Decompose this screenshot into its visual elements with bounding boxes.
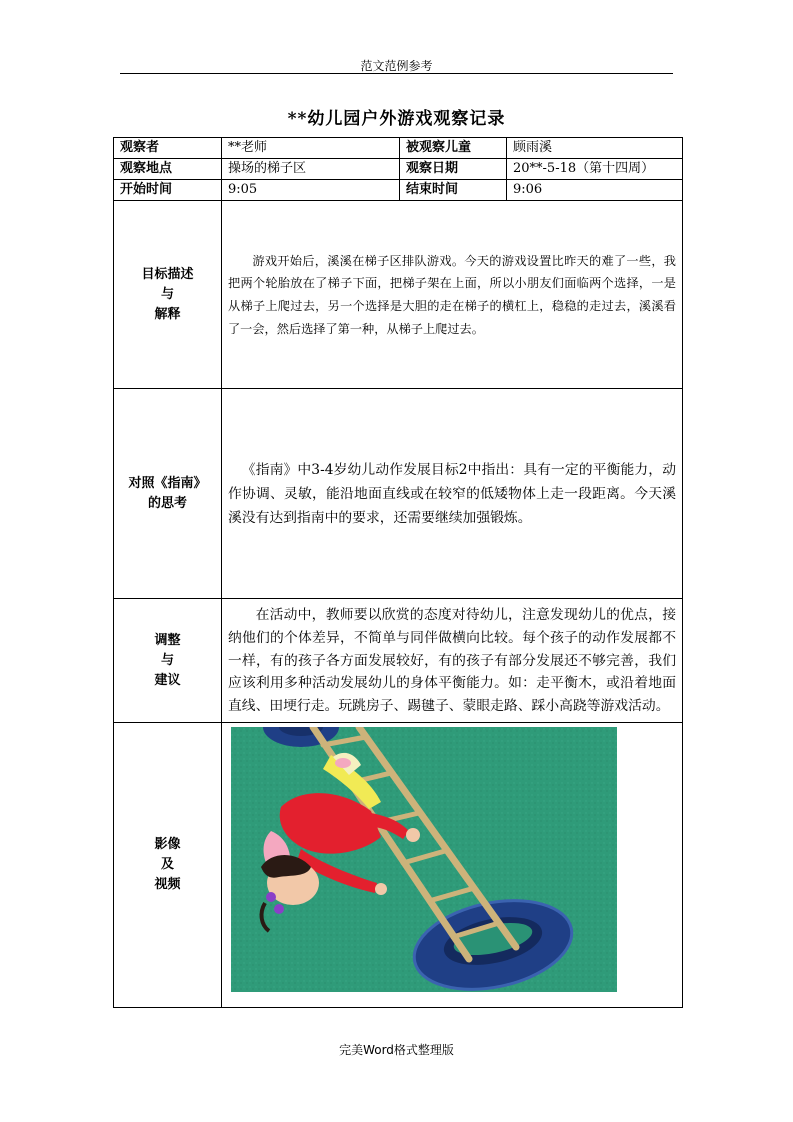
row-place <box>114 159 683 180</box>
row-adjust <box>114 599 683 723</box>
observer-label: 观察者 <box>114 138 222 159</box>
observer-value: **老师 <box>222 138 400 159</box>
place-value: 操场的梯子区 <box>222 159 400 180</box>
observation-table <box>113 137 683 1008</box>
end-value: 9:06 <box>507 180 683 201</box>
page-footer: 完美Word格式整理版 <box>339 1043 454 1057</box>
row-time <box>114 180 683 201</box>
media-cell <box>222 723 683 1008</box>
goal-section-label <box>114 201 222 389</box>
goal-text: 游戏开始后，溪溪在梯子区排队游戏。今天的游戏设置比昨天的难了一些，我把两个轮胎放在了梯子下面，把梯子架在上面，所以小朋友们面临两个选择，一是从梯子上爬过去，另一个选择是大胆的走在梯子的横杠上，稳稳的走过去，溪溪看了一会，然后选择了第一种，从梯子上爬过去。 <box>228 253 676 336</box>
guide-text-cell <box>222 389 683 599</box>
adjust-section-label <box>114 599 222 723</box>
child-ladder-photo <box>231 727 617 992</box>
media-label-line2: 及 <box>160 857 174 872</box>
goal-label-line2: 与 <box>160 286 174 302</box>
child-value: 顾雨溪 <box>507 138 683 159</box>
adjust-text: 在活动中，教师要以欣赏的态度对待幼儿，注意发现幼儿的优点，接纳他们的个体差异，不简单与同伴做横向比较。每个孩子的动作发展都不一样，有的孩子各方面发展较好，有的孩子有部分发展还不够完善，我们应该利用多种活动发展幼儿的身体平衡能力。如：走平衡木，或沿着地面直线、田埂行走。玩跳房子、踢毽子、蒙眼走路、踩小高跷等游戏活动。 <box>228 607 676 715</box>
guide-section-label <box>114 389 222 599</box>
media-label-line3: 视频 <box>154 877 181 892</box>
row-media <box>114 723 683 1008</box>
goal-text-cell <box>222 201 683 389</box>
photo-illustration <box>231 727 617 992</box>
child-label: 被观察儿童 <box>400 138 507 159</box>
guide-label-line2: 的思考 <box>147 495 187 511</box>
page-header: 范文范例参考 <box>360 59 433 73</box>
adjust-label-line1: 调整 <box>154 632 181 648</box>
header-rule <box>120 73 673 74</box>
document-title: **幼儿园户外游戏观察记录 <box>287 109 506 129</box>
guide-label-line1: 对照《指南》 <box>128 475 207 491</box>
media-label-line1: 影像 <box>154 837 181 852</box>
adjust-text-cell <box>222 599 683 723</box>
goal-label-line1: 目标描述 <box>141 266 194 282</box>
end-label: 结束时间 <box>400 180 507 201</box>
start-value: 9:05 <box>222 180 400 201</box>
guide-text: 《指南》中3-4岁幼儿动作发展目标2中指出：具有一定的平衡能力，动作协调、灵敏，能沿地面直线或在较窄的低矮物体上走一段距离。今天溪溪没有达到指南中的要求，还需要继续加强锻炼。 <box>228 461 676 527</box>
adjust-label-line3: 建议 <box>154 672 181 688</box>
row-observer <box>114 138 683 159</box>
adjust-label-line2: 与 <box>160 652 174 668</box>
row-goal <box>114 201 683 389</box>
place-label: 观察地点 <box>114 159 222 180</box>
date-value: 20**-5-18（第十四周） <box>507 159 683 180</box>
row-guide <box>114 389 683 599</box>
goal-label-line3: 解释 <box>154 306 181 322</box>
media-section-label <box>114 723 222 1008</box>
date-label: 观察日期 <box>400 159 507 180</box>
start-label: 开始时间 <box>114 180 222 201</box>
